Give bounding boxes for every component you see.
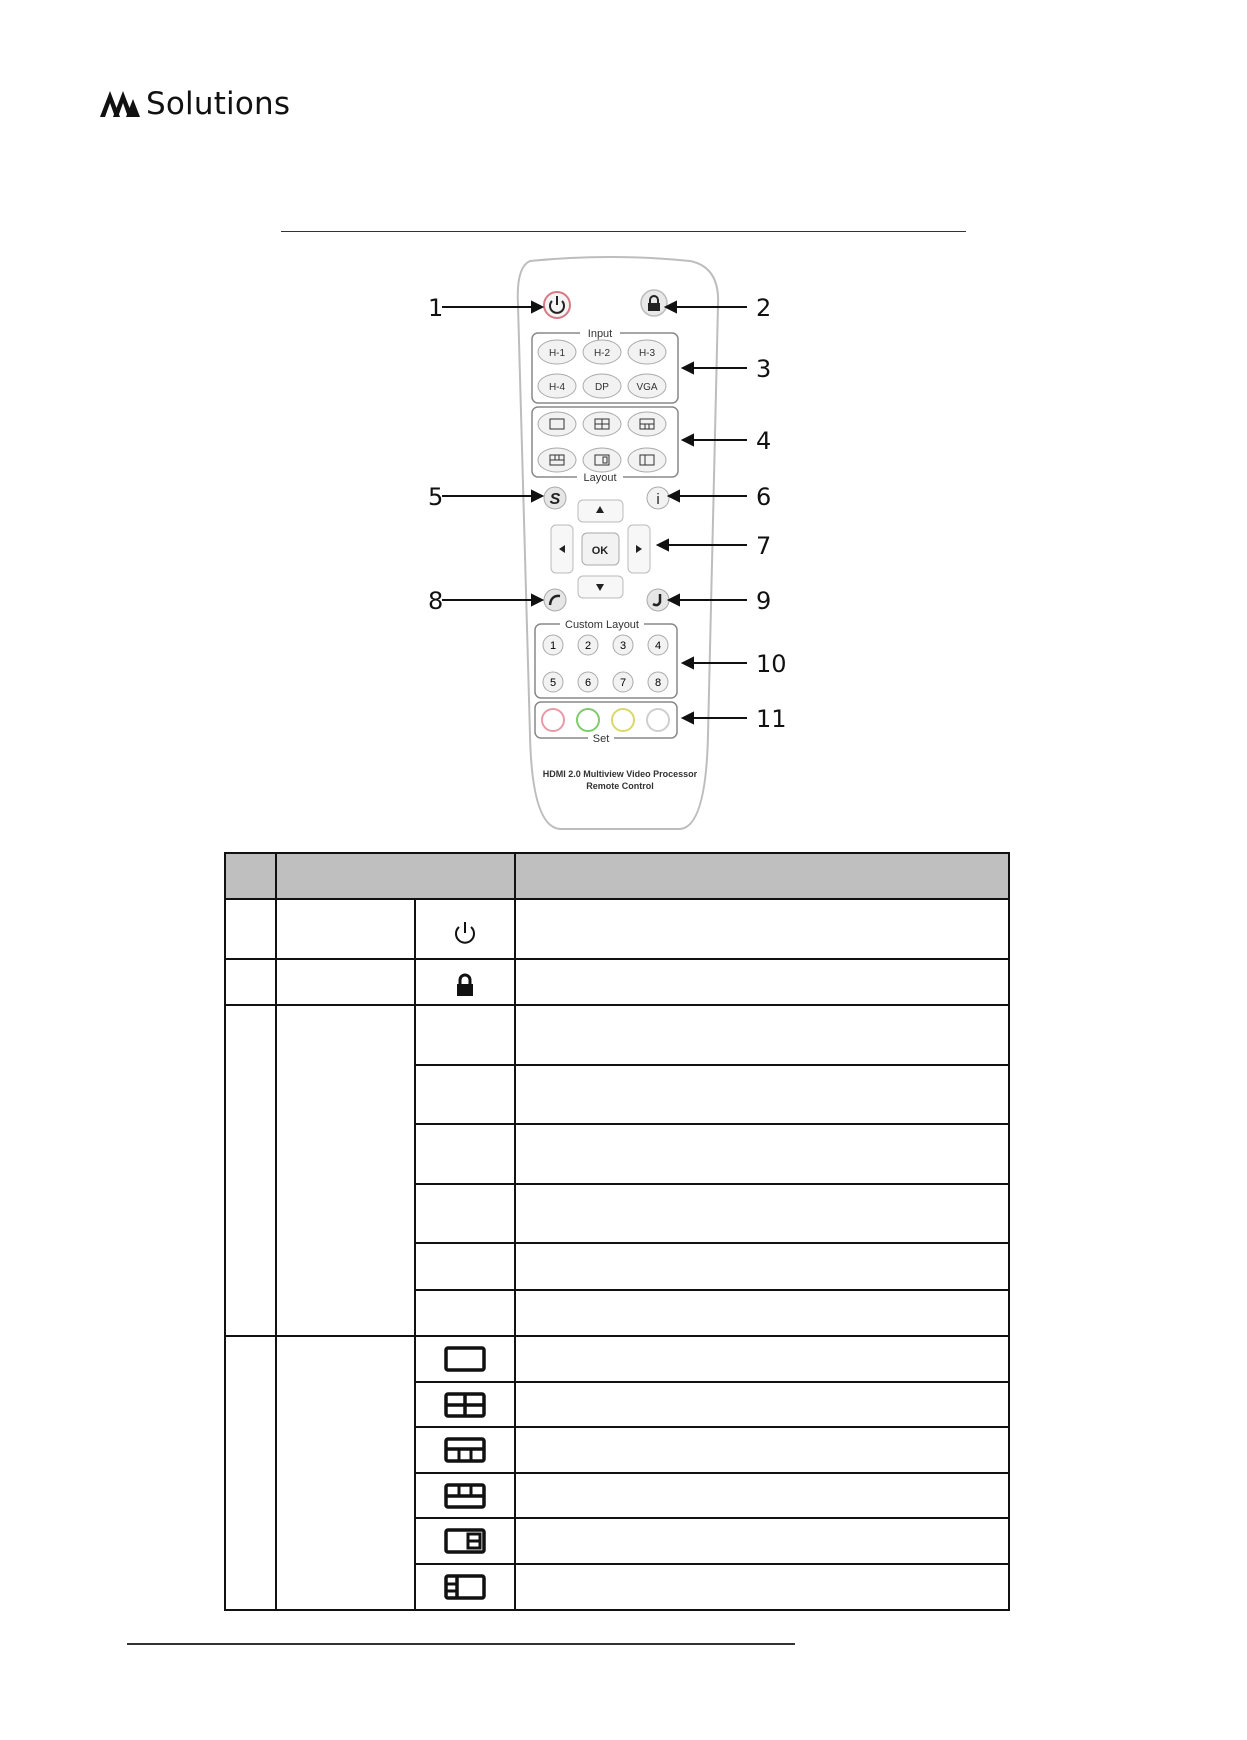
power-button[interactable]	[544, 292, 570, 318]
layout-button-pip-left[interactable]	[628, 448, 666, 472]
layout-pip-left-icon	[443, 1572, 487, 1602]
input-group-label: Input	[587, 328, 613, 340]
callout-2: 2	[756, 294, 772, 322]
custom-layout-button-3[interactable]	[613, 635, 633, 655]
layout-1top-3bottom-icon-cell	[415, 1427, 515, 1473]
layout-single-icon	[443, 1344, 487, 1374]
set-group-label: Set	[592, 733, 610, 745]
header-description-cell	[515, 853, 1009, 899]
callout-4: 4	[756, 427, 772, 455]
layout-button-single[interactable]	[538, 412, 576, 436]
layout-quad-icon	[443, 1390, 487, 1420]
svg-text:H-3: H-3	[638, 348, 656, 359]
remote-footer-line2: Remote Control	[586, 781, 654, 791]
custom-layout-label: Custom Layout	[565, 619, 639, 631]
custom-layout-button-5[interactable]	[543, 672, 563, 692]
set-button-gray[interactable]	[647, 709, 669, 731]
svg-text:S: S	[549, 491, 561, 508]
power-icon-cell	[415, 899, 515, 959]
table-row	[225, 899, 1009, 959]
svg-text:7: 7	[619, 677, 627, 689]
table-row	[225, 1005, 1009, 1065]
header-divider	[281, 231, 966, 232]
lock-icon-cell	[415, 959, 515, 1005]
remote-footer-line1: HDMI 2.0 Multiview Video Processor	[542, 769, 698, 779]
svg-text:8: 8	[654, 677, 662, 689]
custom-layout-button-8[interactable]	[648, 672, 668, 692]
lock-icon	[454, 973, 476, 997]
layout-pip-right-icon-cell	[415, 1518, 515, 1564]
custom-layout-button-1[interactable]	[543, 635, 563, 655]
set-button-red[interactable]	[542, 709, 564, 731]
input-button-vga[interactable]	[628, 374, 666, 398]
layout-pip-right-icon	[443, 1526, 487, 1556]
set-button-yellow[interactable]	[612, 709, 634, 731]
callout-10: 10	[756, 650, 787, 678]
custom-layout-button-2[interactable]	[578, 635, 598, 655]
svg-text:3: 3	[619, 640, 627, 652]
double-peak-logo-icon	[100, 91, 140, 117]
callout-9: 9	[756, 587, 772, 615]
footer-divider	[127, 1643, 795, 1645]
svg-text:6: 6	[584, 677, 592, 689]
layout-group-label: Layout	[583, 472, 617, 484]
svg-text:H-1: H-1	[548, 348, 566, 359]
svg-text:2: 2	[584, 640, 592, 652]
s-button[interactable]	[544, 487, 566, 509]
set-button-green[interactable]	[577, 709, 599, 731]
svg-text:OK: OK	[591, 545, 609, 557]
svg-text:5: 5	[549, 677, 557, 689]
callout-8: 8	[428, 587, 444, 615]
callout-6: 6	[756, 483, 772, 511]
input-button-h1[interactable]	[538, 340, 576, 364]
svg-text:1: 1	[549, 640, 557, 652]
remote-function-table	[224, 852, 1010, 1611]
table-header-row	[225, 853, 1009, 899]
callout-1: 1	[428, 294, 444, 322]
brand-name: Solutions	[146, 86, 291, 122]
ok-button[interactable]	[582, 533, 619, 565]
layout-button-3top-1bottom[interactable]	[538, 448, 576, 472]
svg-text:H-4: H-4	[548, 382, 566, 393]
input-button-h4[interactable]	[538, 374, 576, 398]
callout-11: 11	[756, 705, 787, 733]
callout-3: 3	[756, 355, 772, 383]
svg-text:VGA: VGA	[636, 382, 658, 393]
callout-7: 7	[756, 532, 772, 560]
lock-button[interactable]	[641, 290, 667, 316]
header-number-cell	[225, 853, 276, 899]
layout-quad-icon-cell	[415, 1382, 515, 1427]
svg-text:DP: DP	[595, 382, 609, 393]
callout-5: 5	[428, 483, 444, 511]
custom-layout-button-4[interactable]	[648, 635, 668, 655]
svg-text:4: 4	[654, 640, 662, 652]
table-row	[225, 959, 1009, 1005]
input-button-h2[interactable]	[583, 340, 621, 364]
custom-layout-button-6[interactable]	[578, 672, 598, 692]
svg-text:H-2: H-2	[593, 348, 611, 359]
layout-1top-3bottom-icon	[443, 1435, 487, 1465]
input-button-dp[interactable]	[583, 374, 621, 398]
layout-button-1top-3bottom[interactable]	[628, 412, 666, 436]
svg-text:i: i	[656, 491, 660, 508]
back-button[interactable]	[544, 589, 566, 611]
info-button[interactable]	[647, 487, 669, 509]
remote-control-figure	[420, 255, 820, 835]
layout-3top-1bottom-icon	[443, 1481, 487, 1511]
layout-single-icon-cell	[415, 1336, 515, 1382]
layout-button-pip-right[interactable]	[583, 448, 621, 472]
input-button-h3[interactable]	[628, 340, 666, 364]
layout-button-quad[interactable]	[583, 412, 621, 436]
layout-pip-left-icon-cell	[415, 1564, 515, 1610]
header-name-cell	[276, 853, 515, 899]
table-row	[225, 1336, 1009, 1382]
custom-layout-button-7[interactable]	[613, 672, 633, 692]
brand-logo	[100, 86, 290, 122]
power-icon	[451, 919, 479, 947]
undo-button[interactable]	[647, 589, 669, 611]
layout-3top-1bottom-icon-cell	[415, 1473, 515, 1518]
